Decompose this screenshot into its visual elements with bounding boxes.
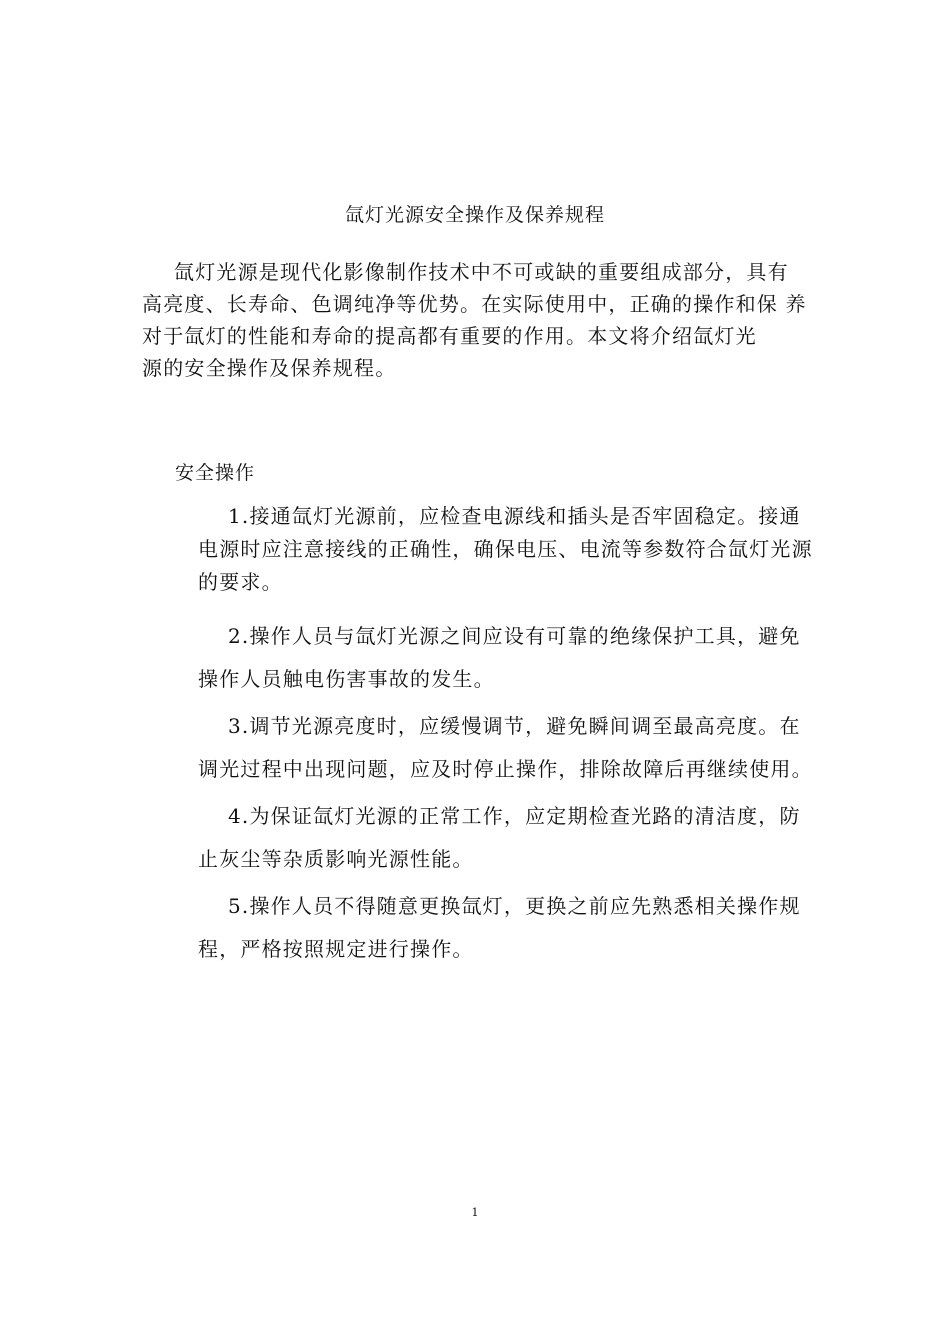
section-heading: 安全操作 (175, 462, 256, 484)
list-item: 1.接通氙灯光源前，应检查电源线和插头是否牢固稳定。接通电源时应注意接线的正确性，确保电压、电流等参数符合氙灯光源的要求。 (198, 504, 813, 594)
list-item: 2.操作人员与氙灯光源之间应设有可靠的绝缘保护工具，避免操作人员触电伤害事故的发生。 (198, 624, 801, 691)
list-item: 5.操作人员不得随意更换氙灯，更换之前应先熟悉相关操作规程，严格按照规定进行操作。 (198, 894, 801, 961)
intro-text-continuation: 源的安全操作及保养规程。 (142, 356, 397, 380)
list-item: 3.调节光源亮度时，应缓慢调节，避免瞬间调至最高亮度。在调光过程中出现问题，应及时停止操作，排除故障后再继续使用。 (198, 714, 813, 781)
intro-text: 氙灯光源是现代化影像制作技术中不可或缺的重要组成部分，具有 高亮度、长寿命、色调纯净等优势。在实际使用中，正确的操作和保 养对于氙灯的性能和寿命的提高都有重要的作用。本文将介绍氙灯光 (142, 260, 807, 348)
intro-paragraph (142, 256, 812, 384)
document-title: 氙灯光源安全操作及保养规程 (344, 204, 605, 226)
safety-items-list (198, 500, 813, 975)
page-number: 1 (471, 1206, 479, 1219)
list-item: 4.为保证氙灯光源的正常工作，应定期检查光路的清洁度，防止灰尘等杂质影响光源性能。 (198, 804, 801, 871)
